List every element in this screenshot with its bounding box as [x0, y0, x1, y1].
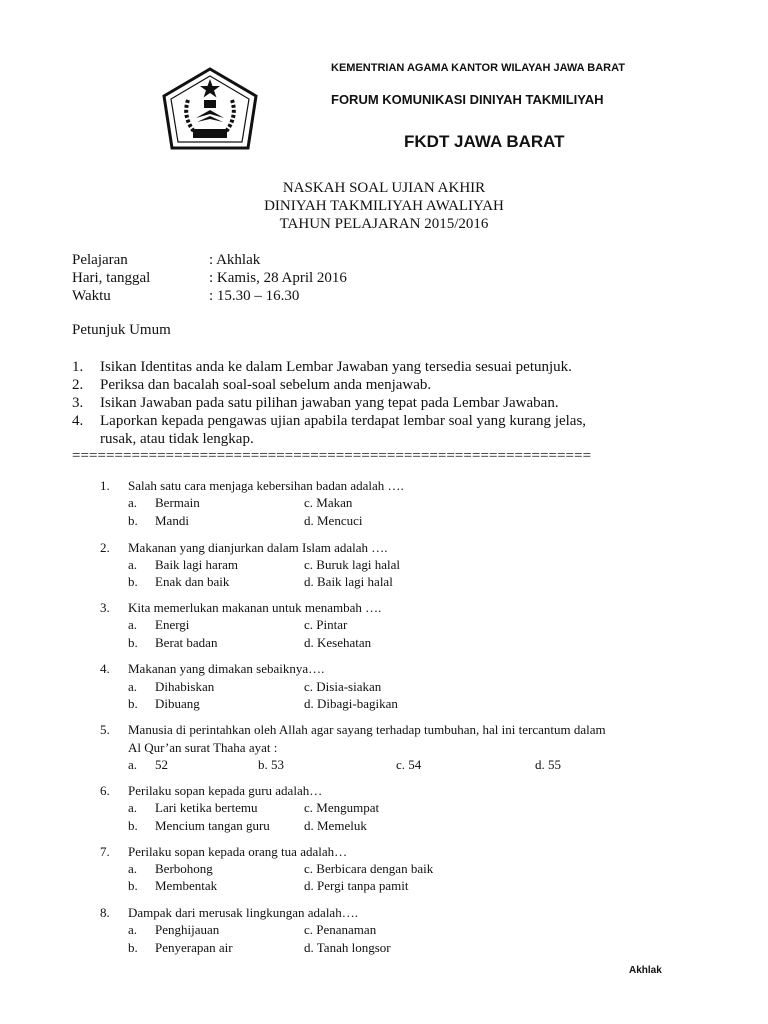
ministry-logo: [160, 66, 260, 156]
option-a: 52: [155, 757, 168, 772]
instruction-number: 4.: [72, 413, 84, 429]
option-c: c. Berbicara dengan baik: [304, 861, 434, 876]
time-label: Waktu: [72, 288, 111, 304]
option-a: Penghijauan: [155, 922, 220, 937]
question-number: 4.: [100, 661, 110, 676]
option-letter: b.: [128, 878, 138, 893]
option-b: Mandi: [155, 513, 189, 528]
option-letter: a.: [128, 617, 138, 632]
separator-line: =============================================================: [72, 448, 592, 464]
option-letter: a.: [128, 861, 138, 876]
option-c: c. 54: [396, 757, 422, 772]
date-value: : Kamis, 28 April 2016: [209, 270, 347, 286]
option-letter: a.: [128, 922, 138, 937]
option-b: Dibuang: [155, 696, 200, 711]
option-b: Penyerapan air: [155, 940, 233, 955]
option-a: Dihabiskan: [155, 679, 215, 694]
option-letter: b.: [128, 635, 138, 650]
option-d: d. Dibagi-bagikan: [304, 696, 398, 711]
question-number: 3.: [100, 600, 110, 615]
option-d: d. 55: [535, 757, 561, 772]
question-text: Makanan yang dimakan sebaiknya….: [128, 661, 325, 676]
option-b: Enak dan baik: [155, 574, 230, 589]
option-c: c. Pintar: [304, 617, 348, 632]
question-text: Manusia di perintahkan oleh Allah agar sayang terhadap tumbuhan, hal ini tercantum dalam: [128, 722, 606, 737]
option-d: d. Tanah longsor: [304, 940, 391, 955]
instruction-text: Isikan Jawaban pada satu pilihan jawaban yang tepat pada Lembar Jawaban.: [100, 395, 559, 411]
question-text: Dampak dari merusak lingkungan adalah….: [128, 905, 358, 920]
question-text-continued: Al Qur’an surat Thaha ayat :: [128, 740, 278, 755]
option-letter: b.: [128, 574, 138, 589]
option-b: Membentak: [155, 878, 218, 893]
instruction-text: rusak, atau tidak lengkap.: [100, 431, 254, 447]
organization-name: FKDT JAWA BARAT: [404, 132, 565, 151]
option-letter: a.: [128, 757, 138, 772]
exam-level: DINIYAH TAKMILIYAH AWALIYAH: [264, 198, 504, 214]
option-b: Mencium tangan guru: [155, 818, 270, 833]
exam-title: NASKAH SOAL UJIAN AKHIR: [282, 180, 486, 196]
option-d: d. Pergi tanpa pamit: [304, 878, 409, 893]
question-text: Perilaku sopan kepada guru adalah…: [128, 783, 323, 798]
option-d: d. Kesehatan: [304, 635, 372, 650]
option-a: Baik lagi haram: [155, 557, 239, 572]
instruction-text: Periksa dan bacalah soal-soal sebelum anda menjawab.: [100, 377, 432, 393]
option-c: c. Buruk lagi halal: [304, 557, 401, 572]
option-c: c. Mengumpat: [304, 800, 380, 815]
option-c: c. Disia-siakan: [304, 679, 382, 694]
option-letter: b.: [128, 696, 138, 711]
option-a: Lari ketika bertemu: [155, 800, 258, 815]
page-footer: Akhlak: [629, 965, 662, 976]
option-letter: b.: [128, 940, 138, 955]
ministry-name: KEMENTRIAN AGAMA KANTOR WILAYAH JAWA BARAT: [331, 62, 625, 74]
option-a: Berbohong: [155, 861, 213, 876]
academic-year: TAHUN PELAJARAN 2015/2016: [279, 216, 489, 232]
option-letter: b.: [128, 818, 138, 833]
question-number: 8.: [100, 905, 110, 920]
option-letter: a.: [128, 679, 138, 694]
question-number: 6.: [100, 783, 110, 798]
question-number: 1.: [100, 478, 110, 493]
option-letter: b.: [128, 513, 138, 528]
instruction-text: Laporkan kepada pengawas ujian apabila terdapat lembar soal yang kurang jelas,: [100, 413, 587, 429]
option-b: b. 53: [258, 757, 284, 772]
option-letter: a.: [128, 557, 138, 572]
subject-label: Pelajaran: [72, 252, 128, 268]
subject-value: : Akhlak: [209, 252, 261, 268]
question-text: Kita memerlukan makanan untuk menambah ….: [128, 600, 382, 615]
question-text: Makanan yang dianjurkan dalam Islam adalah ….: [128, 540, 388, 555]
option-c: c. Makan: [304, 495, 353, 510]
question-text: Perilaku sopan kepada orang tua adalah…: [128, 844, 348, 859]
instruction-text: Isikan Identitas anda ke dalam Lembar Jawaban yang tersedia sesuai petunjuk.: [100, 359, 572, 375]
option-c: c. Penanaman: [304, 922, 377, 937]
instruction-number: 1.: [72, 359, 84, 375]
date-label: Hari, tanggal: [72, 270, 151, 286]
option-letter: a.: [128, 800, 138, 815]
question-number: 7.: [100, 844, 110, 859]
forum-name: FORUM KOMUNIKASI DINIYAH TAKMILIYAH: [331, 92, 604, 107]
option-a: Energi: [155, 617, 190, 632]
option-a: Bermain: [155, 495, 200, 510]
instructions-title: Petunjuk Umum: [72, 322, 171, 338]
question-number: 2.: [100, 540, 110, 555]
time-value: : 15.30 – 16.30: [209, 288, 300, 304]
question-text: Salah satu cara menjaga kebersihan badan adalah ….: [128, 478, 404, 493]
option-d: d. Memeluk: [304, 818, 367, 833]
question-number: 5.: [100, 722, 110, 737]
instruction-number: 2.: [72, 377, 84, 393]
option-d: d. Baik lagi halal: [304, 574, 393, 589]
option-d: d. Mencuci: [304, 513, 363, 528]
option-letter: a.: [128, 495, 138, 510]
instruction-number: 3.: [72, 395, 84, 411]
option-b: Berat badan: [155, 635, 218, 650]
